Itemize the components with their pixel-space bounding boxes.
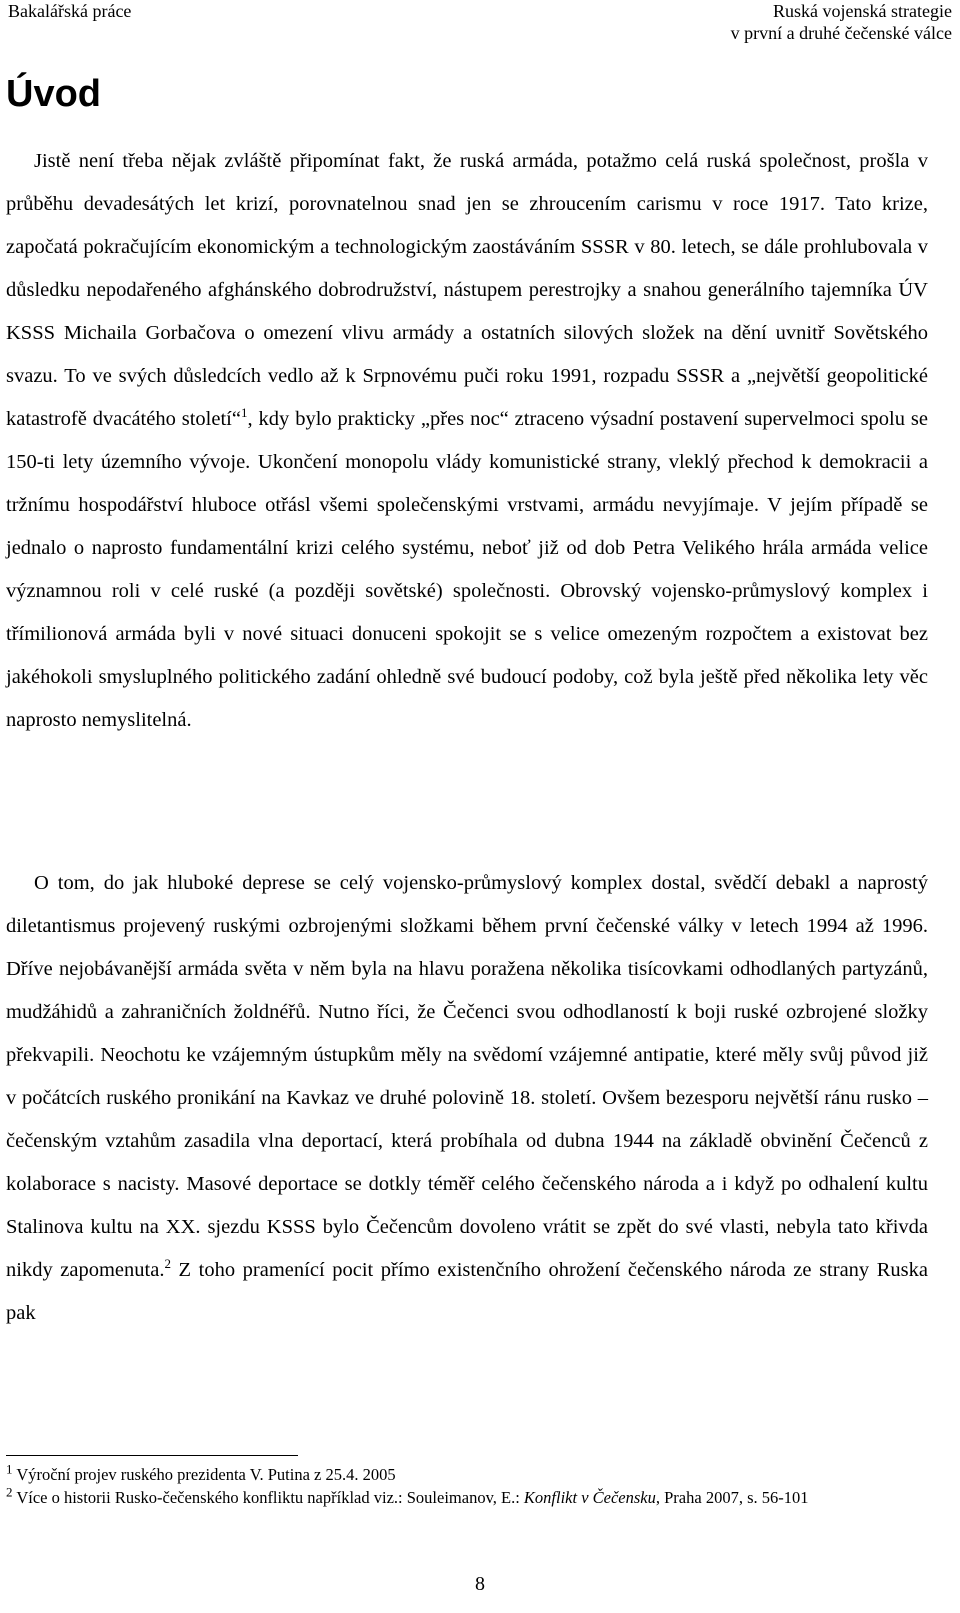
footnote-2-book-title: Konflikt v Čečensku bbox=[523, 1488, 656, 1507]
footnote-1-number: 1 bbox=[6, 1461, 13, 1477]
footnote-2 bbox=[6, 1484, 928, 1508]
footnote-2-text: Více o historii Rusko-čečenského konfliktu například viz.: Souleimanov, E.: bbox=[16, 1488, 524, 1507]
paragraph-2-text-b: Z toho pramenící pocit přímo existenčního ohrožení čečenského národa ze strany Ruska pak bbox=[6, 1259, 929, 1324]
header-title-line-2: v první a druhé čečenské válce bbox=[730, 23, 952, 43]
body-paragraph-1 bbox=[6, 140, 928, 742]
footnote-1 bbox=[6, 1461, 928, 1485]
body-paragraph-2 bbox=[6, 862, 928, 1335]
footnote-separator bbox=[6, 1455, 298, 1456]
header-thesis-type: Bakalářská práce bbox=[8, 1, 132, 21]
footnote-ref-1: 1 bbox=[240, 405, 248, 421]
paragraph-2-text-a: O tom, do jak hluboké deprese se celý vojensko-průmyslový komplex dostal, svědčí debakl a naprostý diletantismus projevený ruskými ozbrojenými složkami během první čečenské války v letech 1994 až 1996. Dříve nejobávanější armáda světa v něm byla na hlavu poražena několika tisícovkami odhodlaných partyzánů, mudžáhidů a zahraničních žoldnéřů. Nutno říci, že Čečenci svou odhodlaností k boji ruské ozbrojené složky překvapili. Neochotu ke vzájemným ústupkům měly na svědomí vzájemné antipatie, které měly svůj původ již v počátcích ruského pronikání na Kavkaz ve druhé polovině 18. století. Ovšem bezesporu největší ránu rusko – čečenským vztahům zasadila vlna deportací, která probíhala od dubna 1944 na základě obvinění Čečenců z kolaborace s nacisty. Masové deportace se dotkly téměř celého čečenského národa a i když po odhalení kultu Stalinova kultu na XX. sjezdu KSSS bylo Čečencům dovoleno vrátit se zpět do své vlasti, nebyla tato křivda nikdy zapomenuta. bbox=[6, 872, 928, 1281]
footnotes bbox=[6, 1461, 928, 1510]
paragraph-1-text-a: Jistě není třeba nějak zvláště připomínat fakt, že ruská armáda, potažmo celá ruská společnost, prošla v průběhu devadesátých let krizí, porovnatelnou snad jen se zhroucením carismu v roce 1917. Tato krize, započatá pokračujícím ekonomickým a technologickým zaostáváním SSSR v 80. letech, se dále prohlubovala v důsledku nepodařeného afghánského dobrodružství, nástupem perestrojky a snahou generálního tajemníka ÚV KSSS Michaila Gorbačova o omezení vlivu armády a ostatních silových složek na dění uvnitř Sovětského svazu. To ve svých důsledcích vedlo až k Srpnovému puči roku 1991, rozpadu SSSR a „největší geopolitické katastrofě dvacátého století“ bbox=[6, 150, 928, 430]
footnote-2-text-end: , Praha 2007, s. 56-101 bbox=[655, 1488, 809, 1507]
section-heading: Úvod bbox=[6, 73, 101, 115]
footnote-2-number: 2 bbox=[6, 1484, 13, 1500]
header-title-line-1: Ruská vojenská strategie bbox=[773, 1, 952, 21]
footnote-ref-2: 2 bbox=[164, 1256, 171, 1272]
footnote-1-text: Výroční projev ruského prezidenta V. Putina z 25.4. 2005 bbox=[16, 1465, 396, 1484]
header-thesis-title bbox=[731, 0, 952, 44]
page-number: 8 bbox=[475, 1573, 485, 1595]
paragraph-1-text-b: , kdy bylo prakticky „přes noc“ ztraceno výsadní postavení supervelmoci spolu se 150-ti lety územního vývoje. Ukončení monopolu vlády komunistické strany, vleklý přechod k demokracii a tržnímu hospodářství hluboce otřásl všemi společenskými vrstvami, armádu nevyjímaje. V jejím případě se jednalo o naprosto fundamentální krizi celého systému, neboť již od dob Petra Velikého hrála armáda velice významnou roli v celé ruské (a později sovětské) společnosti. Obrovský vojensko-průmyslový komplex i třímilionová armáda byli v nové situaci donuceni spokojit se s velice omezeným rozpočtem a existovat bez jakéhokoli smysluplného politického zadání ohledně své budoucí podoby, což byla ještě před několika lety věc naprosto nemyslitelná. bbox=[6, 408, 928, 731]
